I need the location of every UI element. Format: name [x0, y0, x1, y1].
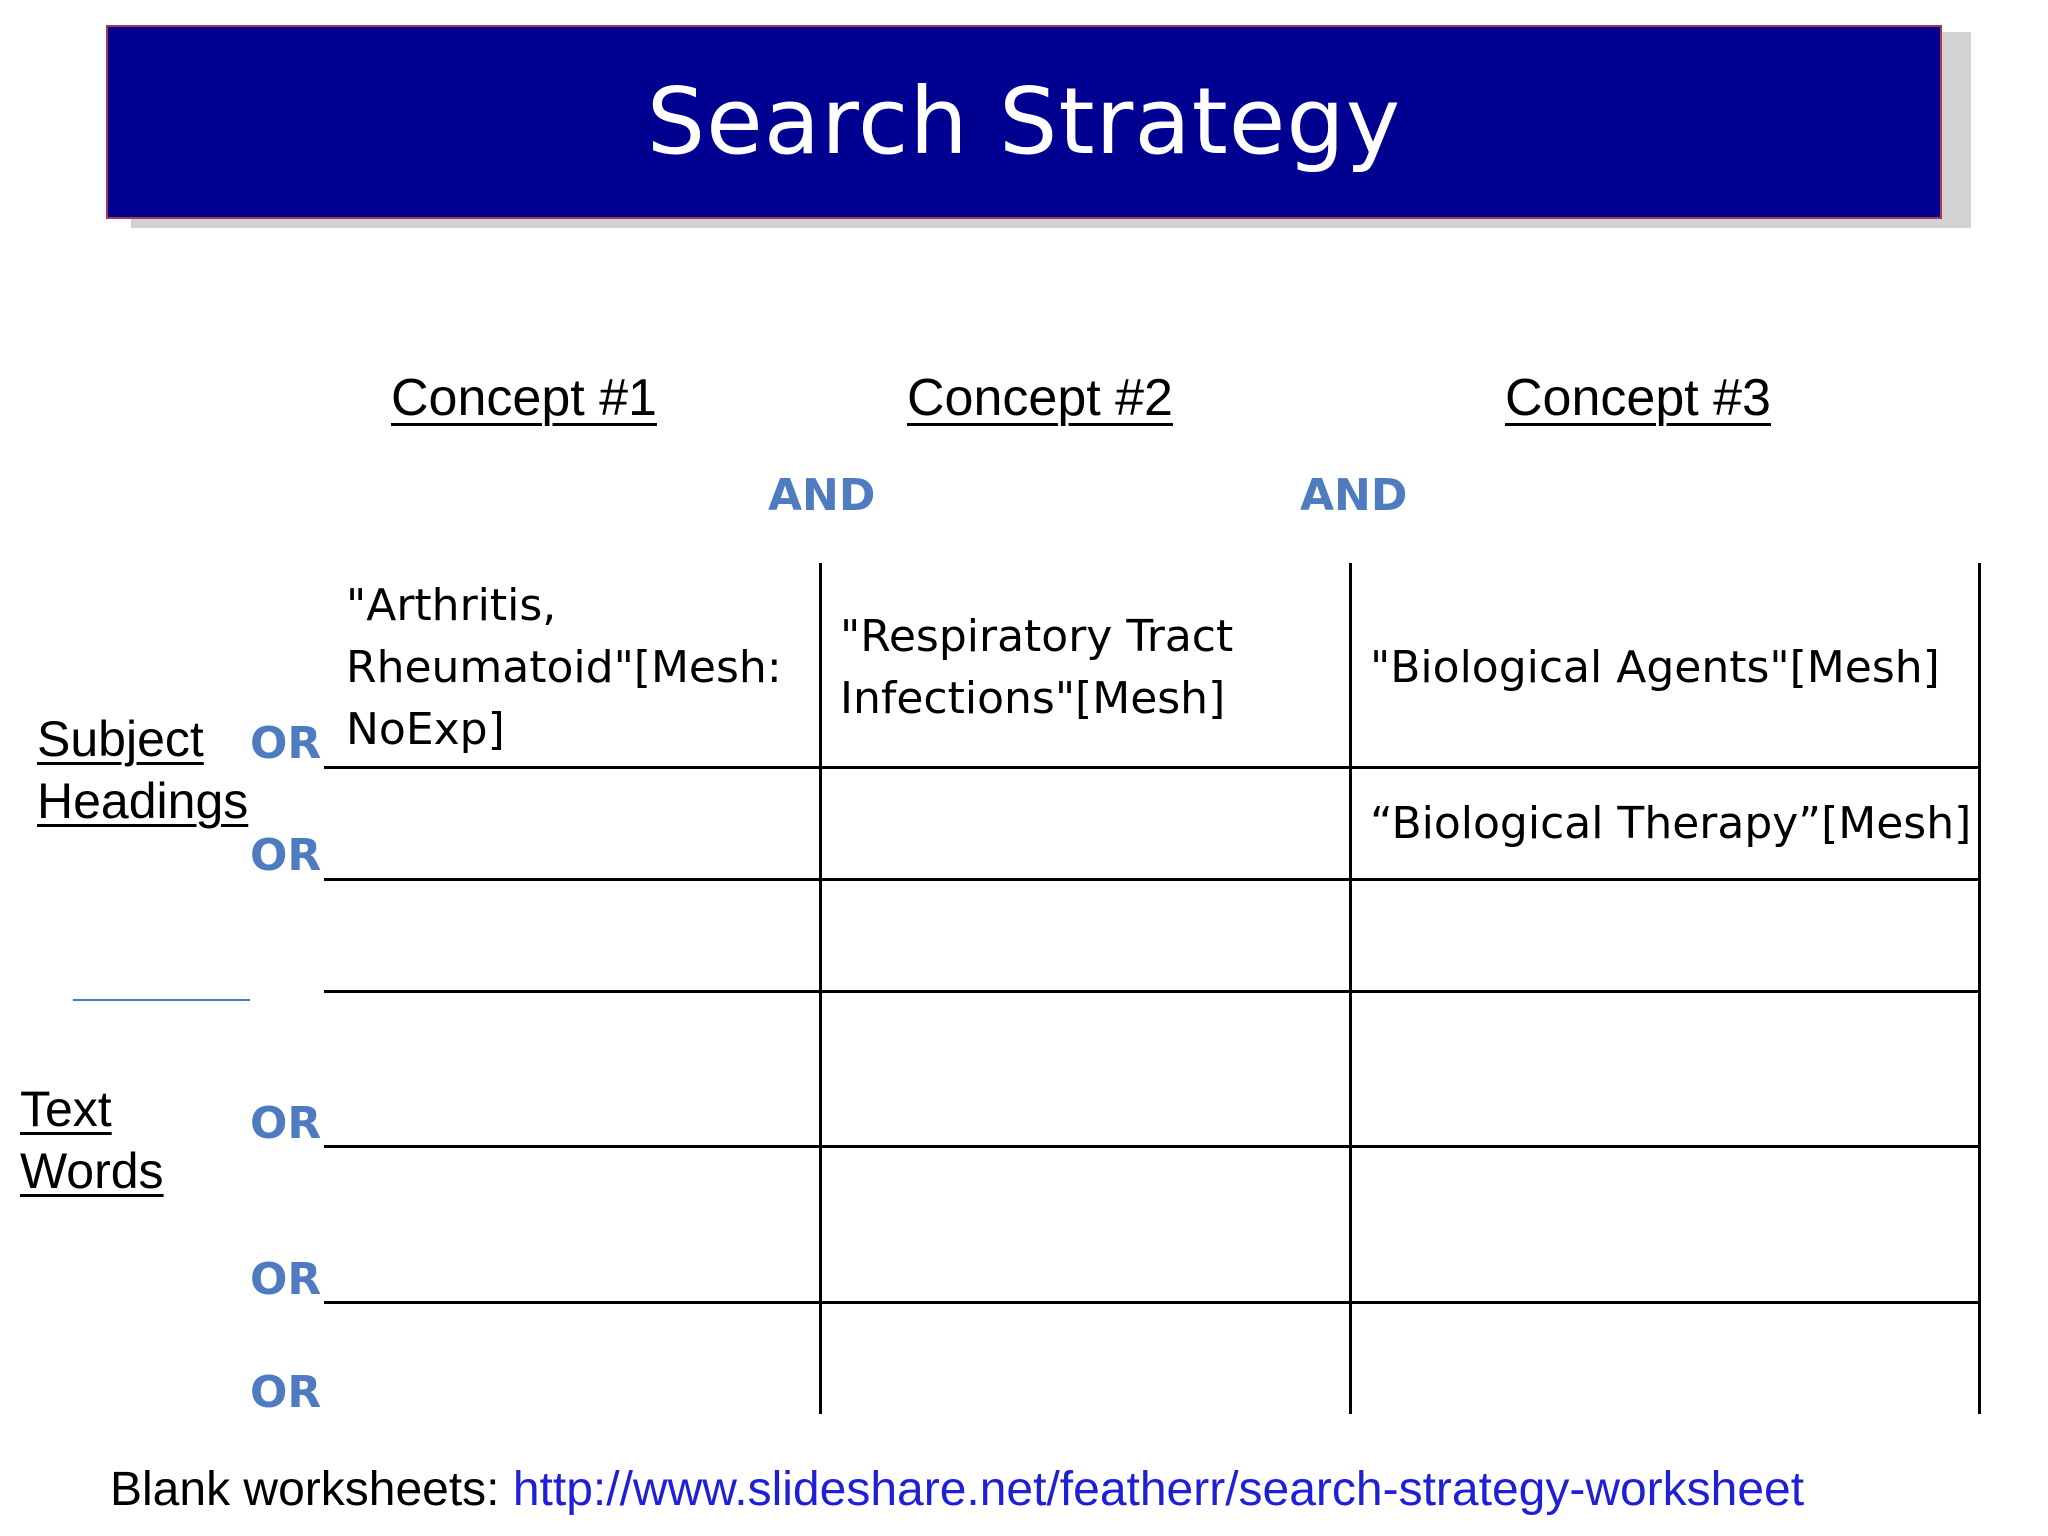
cell-concept3-subject-row1: [1370, 570, 1975, 766]
worksheet-link[interactable]: http://www.slideshare.net/featherr/search-strategy-worksheet: [512, 1463, 1805, 1516]
or-operator-1: OR: [250, 718, 322, 769]
grid-column-divider-2: [1349, 563, 1352, 1414]
subject-label-line-1: Subject: [37, 711, 204, 767]
page-title: Search Strategy: [646, 67, 1402, 175]
or-operator-4: OR: [250, 1254, 322, 1305]
concept-3-header: Concept #3: [1505, 369, 1771, 427]
or-operator-3: OR: [250, 1098, 322, 1149]
grid-row-line-5: [324, 1301, 1979, 1304]
cell-concept1-subject-row1: [346, 570, 816, 766]
text-label-line-1: Text: [20, 1081, 112, 1137]
grid-column-divider-1: [819, 563, 822, 1414]
cell-concept3-subject-row2: [1370, 769, 1975, 878]
subject-headings-label: [37, 708, 248, 832]
section-separator: [73, 999, 250, 1001]
grid-right-border: [1978, 563, 1981, 1414]
or-operator-5: OR: [250, 1367, 322, 1418]
or-operator-2: OR: [250, 830, 322, 881]
title-banner: [106, 25, 1942, 219]
footer-note: [110, 1462, 1804, 1517]
cell-text: "Arthritis, Rheumatoid"[Mesh: NoExp]: [346, 580, 782, 755]
and-operator-1: AND: [768, 470, 876, 521]
concept-2-header: Concept #2: [907, 369, 1173, 427]
cell-text: "Biological Agents"[Mesh]: [1370, 642, 1940, 693]
grid-row-line-4: [324, 1145, 1979, 1148]
footer-label: Blank worksheets:: [110, 1463, 513, 1516]
text-label-line-2: Words: [20, 1143, 164, 1199]
subject-label-line-2: Headings: [37, 773, 249, 829]
grid-row-line-2: [324, 878, 1979, 881]
text-words-label: [20, 1078, 164, 1202]
cell-concept2-subject-row1: [840, 570, 1340, 766]
and-operator-2: AND: [1300, 470, 1408, 521]
cell-text: "Respiratory Tract Infections"[Mesh]: [840, 611, 1234, 724]
cell-text: “Biological Therapy”[Mesh]: [1370, 797, 1972, 849]
concept-1-header: Concept #1: [391, 369, 657, 427]
grid-row-line-3: [324, 990, 1979, 993]
